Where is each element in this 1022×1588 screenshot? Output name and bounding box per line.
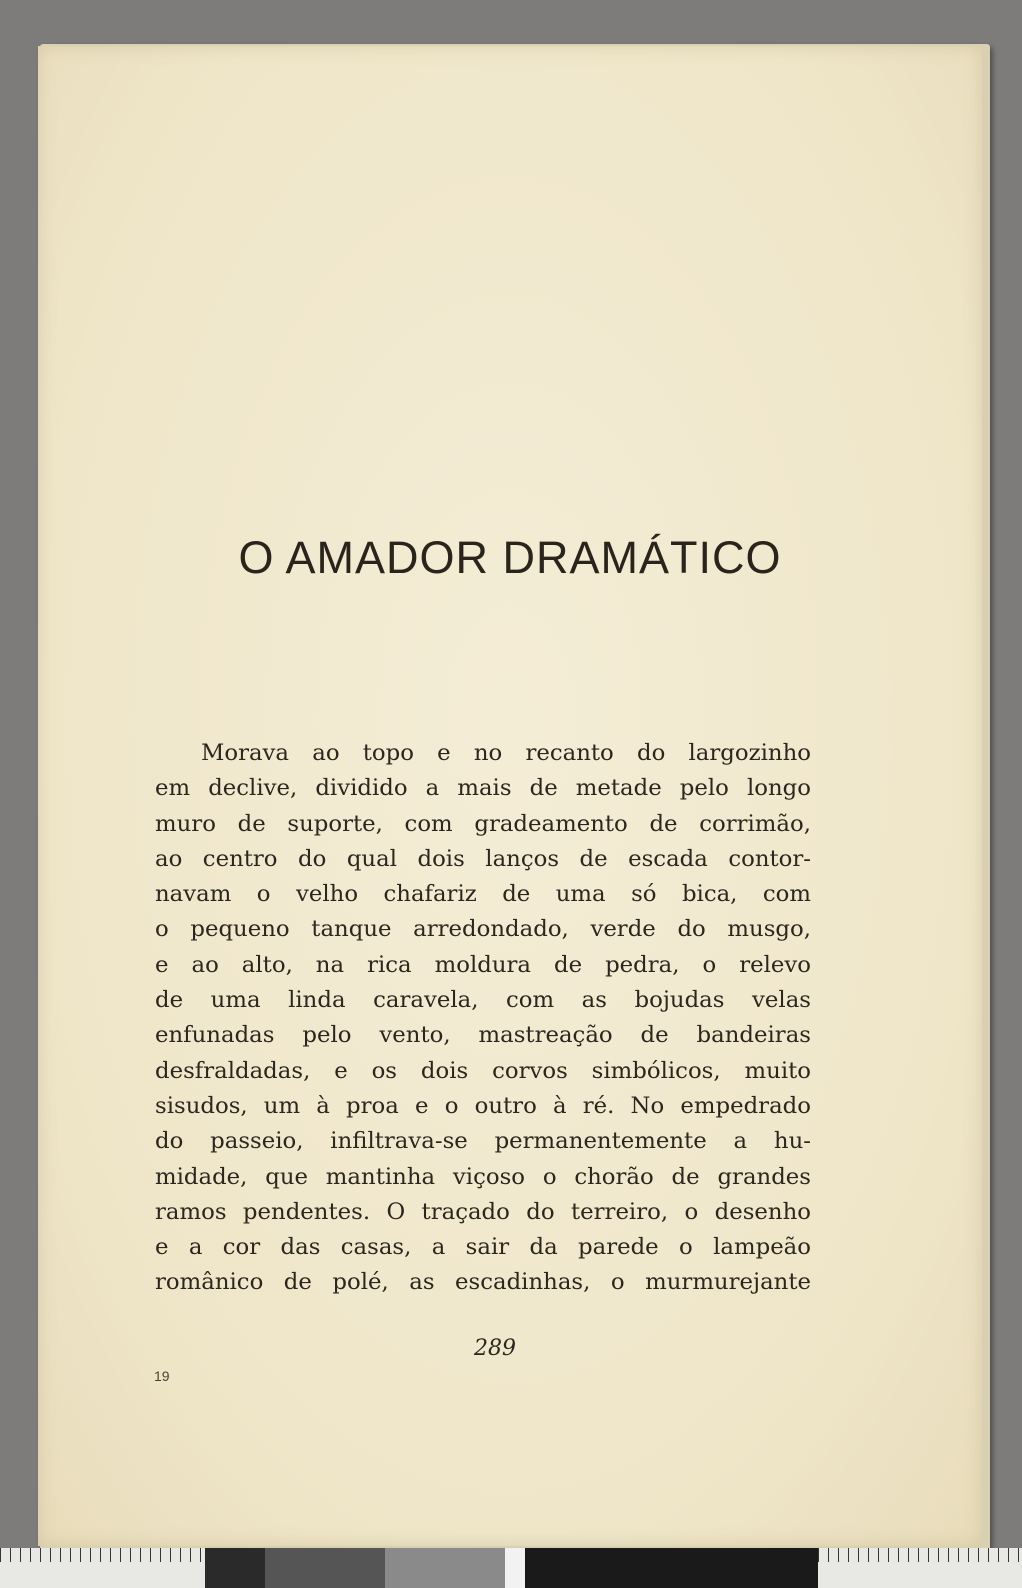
text-line: enfunadas pelo vento, mastreação de bandeiras bbox=[155, 1022, 811, 1049]
ruler-scale-right bbox=[818, 1548, 1022, 1588]
text-line: ramos pendentes. O traçado do terreiro, o desenho bbox=[155, 1198, 811, 1225]
text-line: Morava ao topo e no recanto do largozinho bbox=[201, 740, 811, 766]
text-line: em declive, dividido a mais de metade pelo longo bbox=[155, 775, 811, 802]
text-line: e ao alto, na rica moldura de pedra, o relevo bbox=[155, 951, 811, 978]
text-line: e a cor das casas, a sair da parede o lampeão bbox=[155, 1234, 811, 1261]
text-line: ao centro do qual dois lanços de escada contor- bbox=[155, 845, 811, 872]
ruler-patch bbox=[525, 1548, 818, 1588]
signature-mark: 19 bbox=[154, 1368, 170, 1384]
text-line: desfraldadas, e os dois corvos simbólicos, muito bbox=[155, 1057, 811, 1084]
text-line: midade, que mantinha viçoso o chorão de grandes bbox=[155, 1163, 811, 1190]
ruler-patch bbox=[265, 1548, 385, 1588]
book-page bbox=[38, 46, 982, 1546]
text-line: sisudos, um à proa e o outro à ré. No empedrado bbox=[155, 1092, 811, 1119]
ruler-patch bbox=[205, 1548, 265, 1588]
scan-ruler bbox=[0, 1548, 1022, 1588]
text-line: navam o velho chafariz de uma só bica, com bbox=[155, 881, 811, 908]
text-line: do passeio, infiltrava-se permanentemente a hu- bbox=[155, 1128, 811, 1155]
body-paragraph bbox=[155, 736, 811, 1301]
text-line: muro de suporte, com gradeamento de corrimão, bbox=[155, 810, 811, 837]
text-line: de uma linda caravela, com as bojudas velas bbox=[155, 987, 811, 1014]
page-number: 289 bbox=[474, 1336, 516, 1361]
chapter-title: O AMADOR DRAMÁTICO bbox=[238, 532, 782, 583]
ruler-patch bbox=[505, 1548, 525, 1588]
text-line: românico de polé, as escadinhas, o murmurejante bbox=[155, 1269, 811, 1296]
text-line: o pequeno tanque arredondado, verde do musgo, bbox=[155, 916, 811, 943]
ruler-scale-left bbox=[0, 1548, 205, 1588]
ruler-patch bbox=[385, 1548, 505, 1588]
